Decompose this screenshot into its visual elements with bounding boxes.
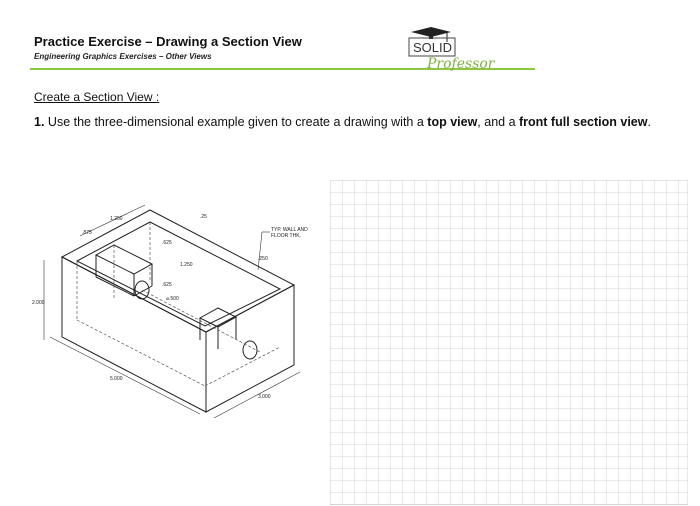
dim-dia-500: ⌀.500	[166, 296, 179, 302]
isometric-drawing	[30, 200, 330, 430]
dim-1250-b: 1.250	[180, 262, 193, 268]
section-heading: Create a Section View :	[34, 90, 160, 104]
page-subtitle: Engineering Graphics Exercises – Other Views	[34, 52, 212, 61]
dim-875: .875	[82, 230, 92, 236]
drawing-grid[interactable]	[330, 180, 688, 505]
left-boss-top	[96, 245, 152, 274]
solid-professor-logo	[405, 26, 510, 72]
logo-professor-text: Professor	[427, 56, 495, 72]
right-boss-top	[200, 308, 236, 327]
dim-2000: 2.000	[32, 300, 45, 306]
dim-250: .250	[258, 256, 268, 262]
page-title: Practice Exercise – Drawing a Section View	[34, 34, 302, 49]
dim-1250-a: 1.250	[110, 216, 123, 222]
instruction-part-3: .	[647, 115, 651, 129]
right-hole	[243, 341, 257, 359]
inner-top-rim	[77, 222, 280, 326]
instruction-part-2: , and a	[477, 115, 519, 129]
dim-025: .25	[200, 214, 207, 220]
dim-625-b: .625	[162, 282, 172, 288]
instruction-number: 1.	[34, 115, 45, 129]
instruction-part-1: Use the three-dimensional example given to create a drawing with a	[44, 115, 428, 129]
callout-line-1: TYP. WALL AND	[271, 227, 308, 233]
instruction-bold-section-view: front full section view	[519, 115, 648, 129]
instruction-text	[34, 114, 664, 131]
instruction-bold-top-view: top view	[427, 115, 478, 129]
dim-5000: 5.000	[110, 376, 123, 382]
dim-625-a: .625	[162, 240, 172, 246]
dim-3000: 3.000	[258, 394, 271, 400]
logo-solid-text: SOLID	[413, 40, 453, 55]
callout-line-2: FLOOR THK.	[271, 233, 301, 239]
